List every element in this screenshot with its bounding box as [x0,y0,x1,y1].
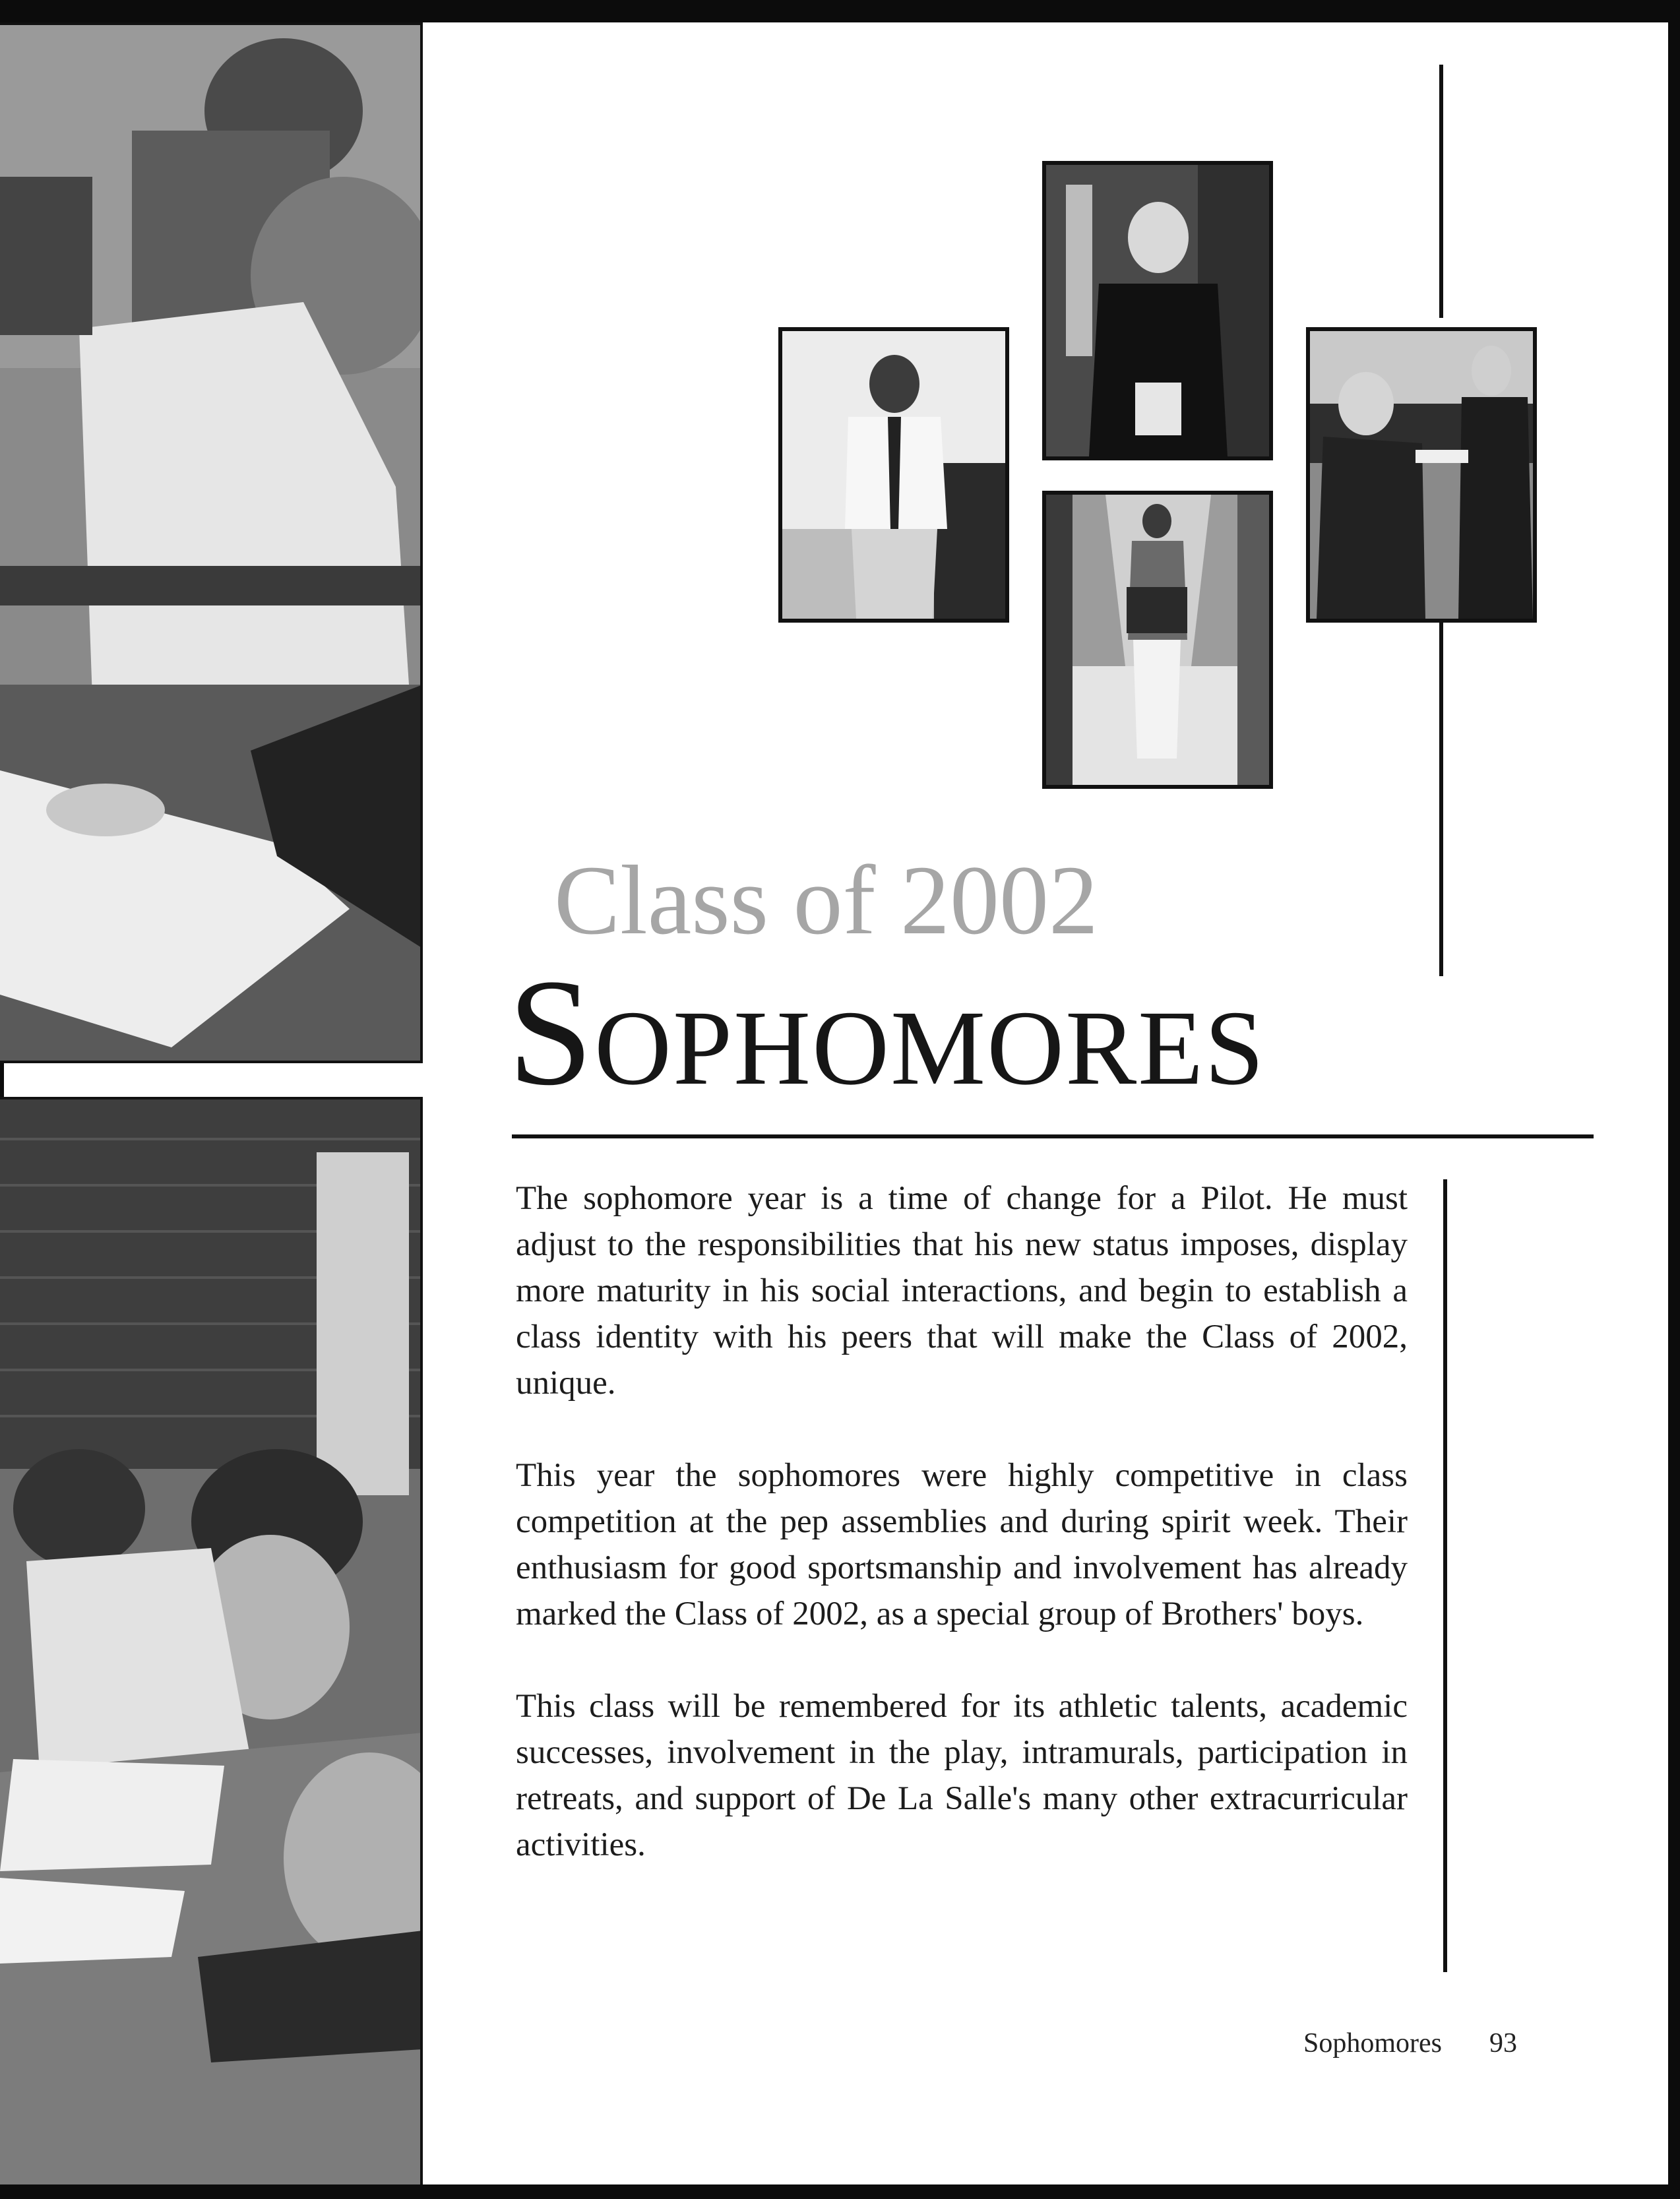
body-paragraph: The sophomore year is a time of change for a Pilot. He must adjust to the responsibilities that his new status imposes, display more maturity in his social interactions, and begin to establish a class identity with his peers that will make the Class of 2002, unique. [516,1180,1408,1402]
page-border-bottom [0,2184,1680,2199]
vertical-rule-middle [1439,623,1443,976]
classroom-photo-top [0,22,423,1063]
body-copy [516,1175,1408,1914]
classroom-photo-bottom [0,1097,423,2184]
student-carrying-books-photo [1042,491,1273,789]
body-paragraph: This year the sophomores were highly competitive in class competition at the pep assemblies and during spirit week. Their enthusiasm for good sportsmanship and involvement has already marked the Class of 2002, as a special group of Brothers' boys. [516,1457,1408,1632]
handshake-photo [1306,327,1537,623]
page-headline: Sophomores [508,948,1266,1117]
page-border-top [0,0,1680,22]
folio-section: Sophomores [1303,2028,1442,2059]
vertical-rule-upper [1439,65,1443,318]
page-border-right [1668,0,1680,2199]
class-kicker: Class of 2002 [554,846,1098,955]
page-folio [1253,2028,1517,2059]
student-award-photo [1042,161,1273,460]
vertical-rule-body [1443,1179,1447,1972]
body-paragraph: This class will be remembered for its athletic talents, academic successes, involvement in the play, intramurals, participation in retreats, and support of De La Salle's many other extracurricular activities. [516,1688,1408,1863]
page-number: 93 [1489,2028,1517,2059]
headline-underline [512,1134,1594,1138]
student-at-whiteboard-photo [778,327,1009,623]
